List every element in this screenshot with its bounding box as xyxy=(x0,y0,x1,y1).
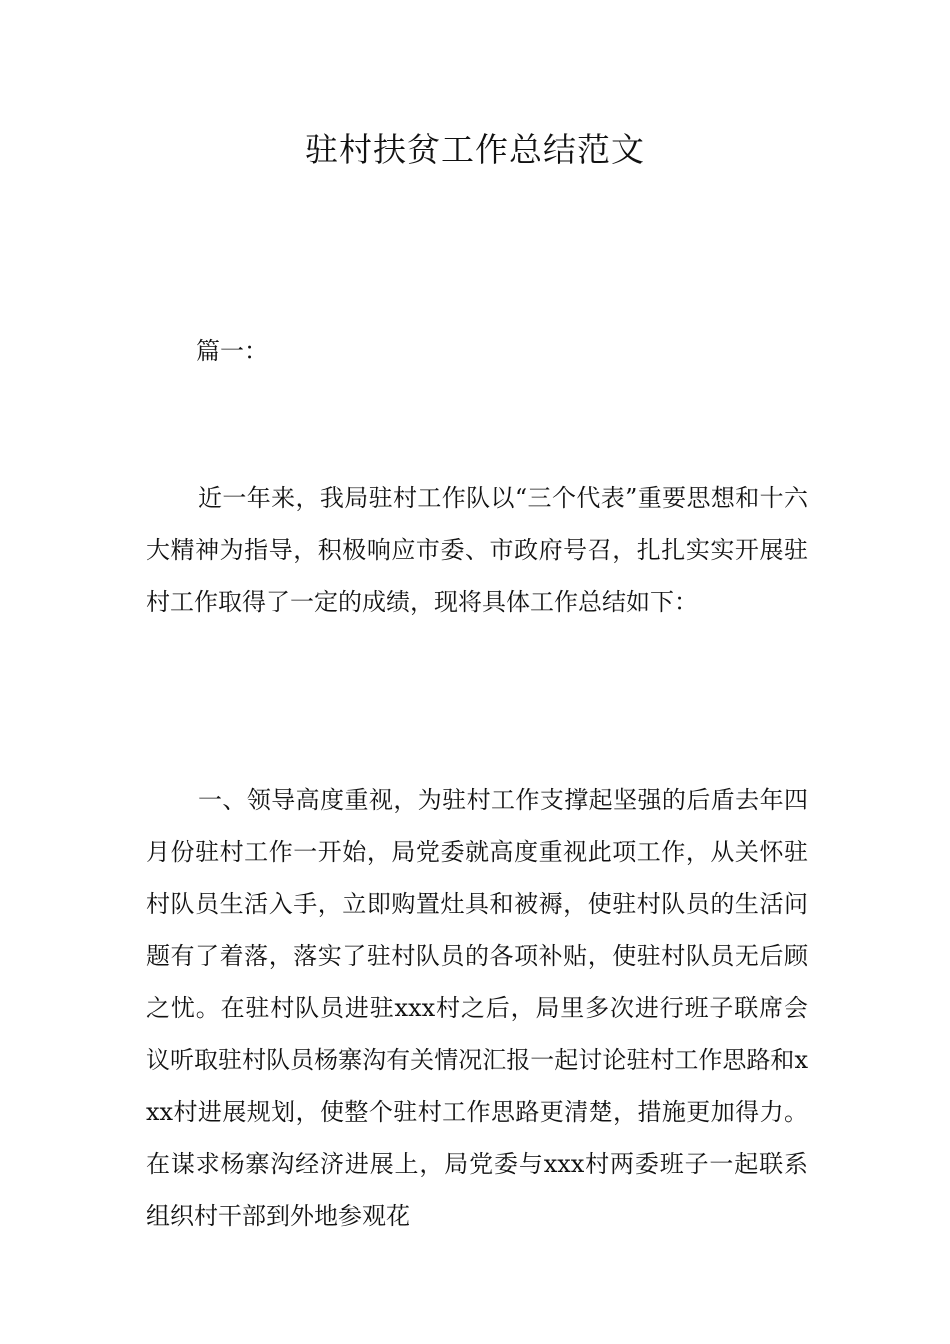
body-paragraph: 一、领导高度重视，为驻村工作支撑起坚强的后盾去年四月份驻村工作一开始，局党委就高度重视此项工作，从关怀驻村队员生活入手，立即购置灶具和被褥，使驻村队员的生活问题有了着落，落实了驻村队员的各项补贴，使驻村队员无后顾之忧。在驻村队员进驻xxx村之后，局里多次进行班子联席会议听取驻村队员杨寨沟有关情况汇报一起讨论驻村工作思路和xxx村进展规划，使整个驻村工作思路更清楚，措施更加得力。在谋求杨寨沟经济进展上，局党委与xxx村两委班子一起联系组织村干部到外地参观花 xyxy=(146,786,808,1230)
document-title: 驻村扶贫工作总结范文 xyxy=(305,130,645,169)
section-label: 篇一： xyxy=(196,337,268,365)
body-paragraph: 近一年来，我局驻村工作队以“三个代表”重要思想和十六大精神为指导，积极响应市委、市政府号召，扎扎实实开展驻村工作取得了一定的成绩，现将具体工作总结如下： xyxy=(146,484,808,616)
